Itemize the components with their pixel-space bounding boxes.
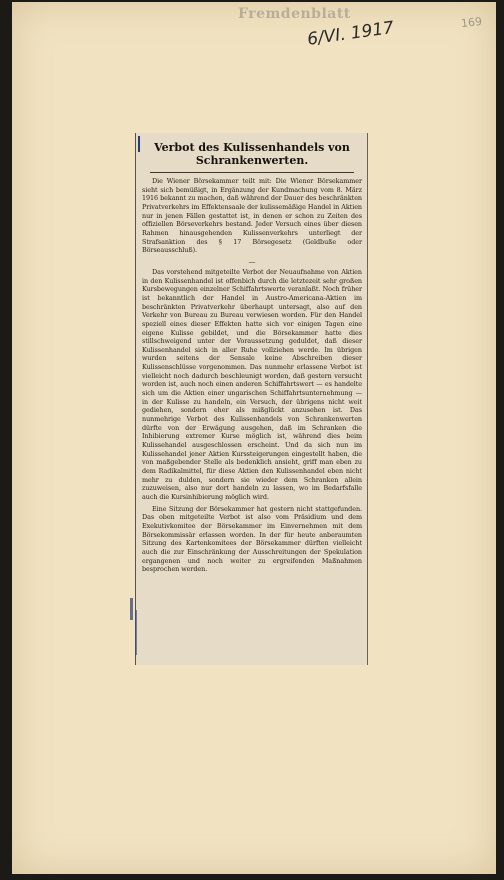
newspaper-name-stamp: Fremdenblatt <box>238 6 351 22</box>
article-paragraph-2: Das vorstehend mitgeteilte Verbot der Neuaufnahme von Aktien in den Kulissenhandel ist offenbich durch die letztezeit sehr großen Kursbewegungen einzelner Schiffahrtswerte veranlaßt. Noch früher ist bekanntlich der Handel in Austro-Americana-Aktien im beschränkten Privatverkehr überhaupt untersagt, also auf den Verkehr von Bureau zu Bureau verwiesen worden. Für den Handel speziell eines dieser Effekten hatte sich vor einigen Tagen eine eigene Kulisse gebildet, und die Börsekammer hatte dies stillschweigend unter der Voraussetzung geduldet, daß dieser Kulissenhandel sich in aller Ruhe vollziehen werde. Im übrigen wurden seitens der Sensale keine Abschreiben dieser Kulissenschlüsse vorgenommen. Das nunmehr erlassene Verbot ist vielleicht noch dadurch beschleunigt worden, daß gestern versucht worden ist, auch noch einen anderen Schiffahrtswert — es handelte sich um die Aktien einer ungarischen Schiffahrtsunternehmung — in der Kulisse zu handeln, ein Versuch, der übrigens nicht weit gediehen, sondern eher als mißglückt anzusehen ist. Das nunmehrige Verbot des Kulissenhandels von Schrankenwerten dürfte von der Erwägung ausgehen, daß im Schranken die Inhibierung extremer Kurse möglich ist, während dies beim Kulissehandel ausgeschlossen erscheint. Und da sich nun im Kulissehandel jener Aktien Kurssteigerungen eingestellt haben, die von maßgebender Stelle als bedenklich ansieht, griff man eben zu dem Radikalmittel, für diese Aktien den Kulissenhandel eben nicht mehr zu dulden, sondern sie wieder dem Schranken allein zuzuweisen, also nur dort handeln zu lassen, wo im Bedarfsfalle auch die Kursinhibierung möglich wird. <box>142 267 362 501</box>
newspaper-clipping <box>135 133 368 665</box>
pencil-margin-mark <box>130 598 133 620</box>
article-title <box>142 141 362 167</box>
margin-annotation-line <box>135 610 137 655</box>
paragraph-separator: — <box>248 257 256 266</box>
folio-number: 169 <box>460 14 483 31</box>
article-paragraph-1: Die Wiener Börsekammer teilt mit: Die Wiener Börsekammer sieht sich bemüßigt, in Ergänzung der Kundmachung vom 8. März 1916 bekannt zu machen, daß während der Dauer des beschränkten Privatverkehrs im Effektensaale der kulissemäßige Handel in Aktien nur in jenen Fällen gestattet ist, in denen er schon zu Zeiten des offiziellen Börseverkehrs bestand. Jeder Versuch eines über diesen Rahmen hinausgehenden Kulissenverkehrs unterliegt der Strafsanktion des § 17 Börsegesetz (Geldbuße oder Börseausschluß). <box>142 177 362 255</box>
article-title-line-1: Verbot des Kulissenhandels von <box>154 141 350 154</box>
article-title-line-2: Schrankenwerten. <box>195 154 309 167</box>
title-divider <box>150 172 354 173</box>
handwritten-date: 6/VI. 1917 <box>306 17 396 50</box>
article-paragraph-3: Eine Sitzung der Börsekammer hat gestern nicht stattgefunden. Das oben mitgeteilte Verbot ist also vom Präsidium und dem Exekutivkomitee der Börsekammer im Einvernehmen mit dem Börsekommissär erlassen worden. In der für heute anberaumten Sitzung des Kartenkomitees der Börsekammer dürften vielleicht auch die zur Einschränkung der Ausschreitungen der Spekulation ergangenen und noch weiter zu ergreifenden Maßnahmen besprochen werden. <box>142 504 362 574</box>
pencil-bracket-icon <box>138 136 140 152</box>
